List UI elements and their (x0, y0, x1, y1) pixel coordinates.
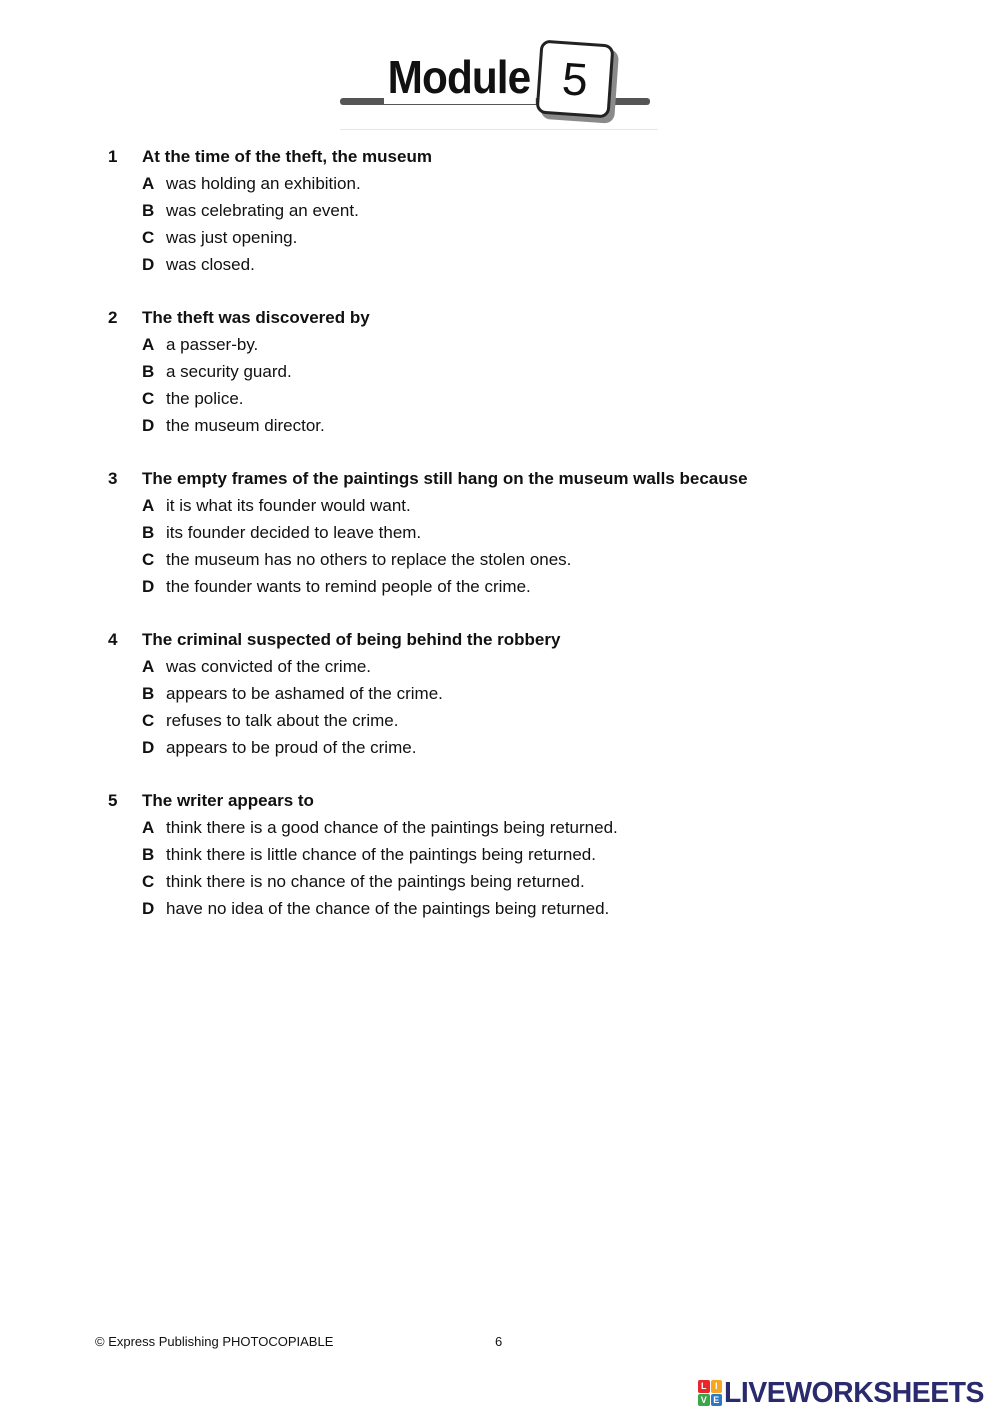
option-letter: A (142, 335, 155, 354)
option-d[interactable] (108, 253, 908, 280)
option-b[interactable] (108, 360, 908, 387)
question-stem (108, 306, 908, 333)
option-letter: B (142, 201, 155, 220)
option-letter: A (142, 818, 155, 837)
option-letter: D (142, 577, 155, 596)
option-letter: B (142, 845, 155, 864)
question-text: At the time of the theft, the museum (142, 147, 432, 166)
header-divider (340, 129, 658, 130)
option-text: it is what its founder would want. (166, 496, 411, 515)
option-a[interactable] (108, 816, 908, 843)
option-b[interactable] (108, 843, 908, 870)
option-text: the police. (166, 389, 244, 408)
liveworksheets-logo[interactable] (698, 1378, 989, 1408)
option-text: its founder decided to leave them. (166, 523, 422, 542)
option-letter: C (142, 872, 155, 891)
mark-cell-v: V (698, 1394, 710, 1407)
question-2 (108, 306, 908, 441)
question-number: 5 (108, 791, 118, 810)
mark-cell-l: L (698, 1380, 710, 1393)
option-c[interactable] (108, 709, 908, 736)
option-text: the founder wants to remind people of the crime. (166, 577, 531, 596)
option-c[interactable] (108, 387, 908, 414)
option-letter: D (142, 255, 155, 274)
option-d[interactable] (108, 414, 908, 441)
question-text: The writer appears to (142, 791, 314, 810)
option-text: appears to be ashamed of the crime. (166, 684, 443, 703)
option-letter: C (142, 389, 155, 408)
option-c[interactable] (108, 226, 908, 253)
question-1 (108, 145, 908, 280)
option-letter: A (142, 174, 155, 193)
question-number: 1 (108, 147, 118, 166)
option-text: was just opening. (166, 228, 298, 247)
option-text: have no idea of the chance of the paintings being returned. (166, 899, 610, 918)
option-text: was convicted of the crime. (166, 657, 372, 676)
option-text: was celebrating an event. (166, 201, 359, 220)
option-letter: D (142, 416, 155, 435)
question-list (108, 145, 908, 950)
page-number: 6 (495, 1334, 503, 1349)
module-header (340, 36, 660, 132)
mark-cell-i: I (711, 1380, 723, 1393)
question-5 (108, 789, 908, 924)
liveworksheets-mark-icon (698, 1380, 722, 1406)
copyright-notice: © Express Publishing PHOTOCOPIABLE (95, 1334, 334, 1349)
module-title: Module (384, 50, 536, 104)
option-text: a passer-by. (166, 335, 259, 354)
option-text: the museum has no others to replace the stolen ones. (166, 550, 572, 569)
option-letter: B (142, 362, 155, 381)
option-text: think there is no chance of the paintings being returned. (166, 872, 585, 891)
option-text: think there is little chance of the paintings being returned. (166, 845, 596, 864)
question-number: 4 (108, 630, 118, 649)
option-text: a security guard. (166, 362, 292, 381)
question-text: The empty frames of the paintings still hang on the museum walls because (142, 469, 748, 488)
module-number-badge: 5 (536, 40, 615, 119)
option-letter: D (142, 899, 155, 918)
option-text: refuses to talk about the crime. (166, 711, 399, 730)
question-3 (108, 467, 908, 602)
option-a[interactable] (108, 655, 908, 682)
question-stem (108, 789, 908, 816)
option-c[interactable] (108, 548, 908, 575)
option-text: the museum director. (166, 416, 325, 435)
option-letter: B (142, 684, 155, 703)
question-text: The criminal suspected of being behind the robbery (142, 630, 561, 649)
option-letter: B (142, 523, 155, 542)
option-b[interactable] (108, 199, 908, 226)
option-letter: C (142, 228, 155, 247)
option-a[interactable] (108, 172, 908, 199)
option-letter: C (142, 550, 155, 569)
option-text: was closed. (166, 255, 255, 274)
liveworksheets-wordmark: LIVEWORKSHEETS (724, 1376, 985, 1409)
option-text: appears to be proud of the crime. (166, 738, 417, 757)
question-text: The theft was discovered by (142, 308, 370, 327)
option-d[interactable] (108, 575, 908, 602)
option-a[interactable] (108, 494, 908, 521)
question-number: 2 (108, 308, 118, 327)
question-stem (108, 145, 908, 172)
mark-cell-e: E (711, 1394, 723, 1407)
question-4 (108, 628, 908, 763)
option-letter: C (142, 711, 155, 730)
option-letter: D (142, 738, 155, 757)
option-d[interactable] (108, 897, 908, 924)
option-c[interactable] (108, 870, 908, 897)
option-a[interactable] (108, 333, 908, 360)
option-text: was holding an exhibition. (166, 174, 361, 193)
question-number: 3 (108, 469, 118, 488)
question-stem (108, 467, 908, 494)
option-b[interactable] (108, 682, 908, 709)
option-b[interactable] (108, 521, 908, 548)
option-letter: A (142, 657, 155, 676)
option-text: think there is a good chance of the paintings being returned. (166, 818, 618, 837)
option-letter: A (142, 496, 155, 515)
option-d[interactable] (108, 736, 908, 763)
question-stem (108, 628, 908, 655)
